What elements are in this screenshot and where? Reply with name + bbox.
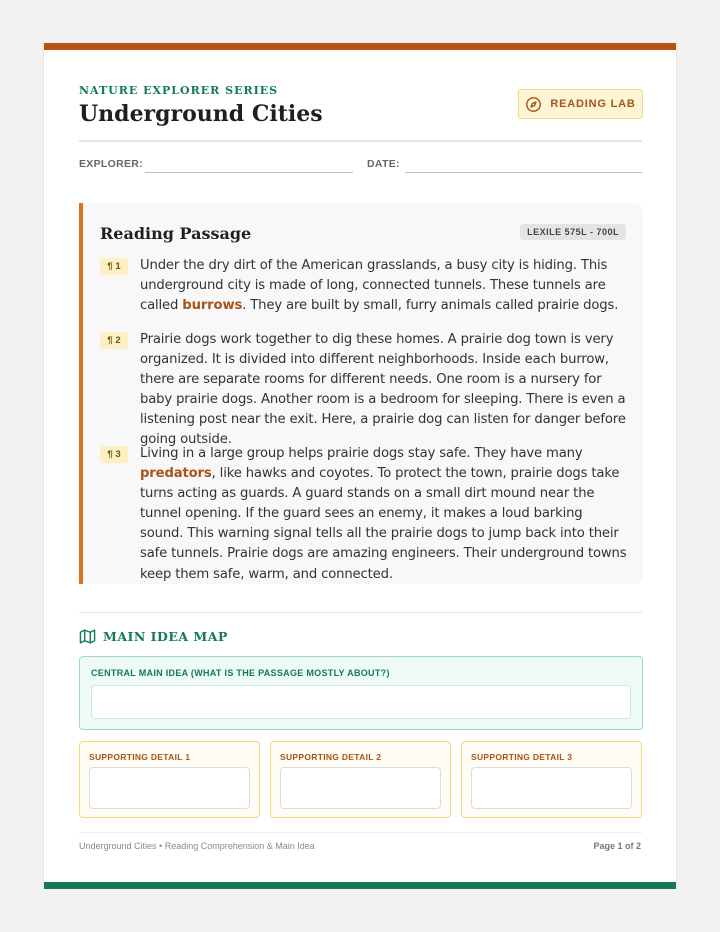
section-divider [79,612,642,613]
map-icon [79,628,96,645]
compass-icon [525,96,542,113]
explorer-label: EXPLORER: [79,158,143,170]
central-main-idea-box [79,656,643,730]
supporting-detail-label: SUPPORTING DETAIL 2 [280,752,382,762]
top-accent-bar [44,43,676,50]
paragraph-1 [100,256,628,316]
paragraph-2 [100,330,628,451]
header-divider [79,140,642,142]
central-main-idea-label: CENTRAL MAIN IDEA (WHAT IS THE PASSAGE MOSTLY ABOUT?) [91,668,390,678]
date-line[interactable] [405,172,642,173]
passage-title: Reading Passage [100,224,252,243]
footer-divider [79,832,642,833]
page-number: Page 1 of 2 [593,841,641,851]
vocab-keyword: burrows [182,298,243,314]
supporting-detail-input[interactable] [471,767,632,809]
reading-passage-card [79,203,643,584]
paragraph-text: Under the dry dirt of the American grasslands, a busy city is hiding. This underground city is made of long, connected tunnels. These tunnels are called burrows. They are built by small, furry animals called prairie dogs. [140,258,619,314]
supporting-detail-input[interactable] [280,767,441,809]
footer-title: Underground Cities • Reading Comprehension & Main Idea [79,841,315,851]
main-idea-map-heading [79,628,228,645]
date-label: DATE: [367,158,400,170]
supporting-detail-input[interactable] [89,767,250,809]
paragraph-text: Prairie dogs work together to dig these homes. A prairie dog town is very organized. It is divided into different neighborhoods. Inside each burrow, there are separate rooms for different needs. One room is a nursery for baby prairie dogs. Another room is a bedroom for sleeping. There is even a listening post near the exit. Here, a prairie dog can listen for danger before going outside. [140,332,626,448]
paragraph-number: ¶ 1 [100,258,128,275]
series-label: NATURE EXPLORER SERIES [79,84,279,97]
worksheet-page [43,43,677,889]
paragraph-number: ¶ 3 [100,446,128,463]
paragraph-number: ¶ 2 [100,332,128,349]
supporting-detail-1 [79,741,260,818]
supporting-detail-label: SUPPORTING DETAIL 1 [89,752,191,762]
reading-lab-badge [518,89,643,119]
paragraph-text: Living in a large group helps prairie dogs stay safe. They have many predators, like hawks and coyotes. To protect the town, prairie dogs take turns acting as guards. A guard stands on a small dirt mound near the tunnel opening. If the guard sees an enemy, it makes a loud barking sound. This warning signal tells all the prairie dogs to jump back into their safe tunnels. Prairie dogs are amazing engineers. Their underground towns keep them safe, warm, and connected. [140,446,627,582]
vocab-keyword: predators [140,466,212,482]
badge-label: READING LAB [550,98,636,110]
paragraph-3 [100,444,628,585]
supporting-detail-2 [270,741,451,818]
lexile-badge: LEXILE 575L - 700L [520,224,626,240]
supporting-detail-3 [461,741,642,818]
central-main-idea-input[interactable] [91,685,631,719]
supporting-detail-label: SUPPORTING DETAIL 3 [471,752,573,762]
page-title: Underground Cities [79,101,323,127]
map-heading-label: MAIN IDEA MAP [103,629,228,644]
bottom-accent-bar [44,882,676,889]
explorer-name-line[interactable] [145,172,353,173]
